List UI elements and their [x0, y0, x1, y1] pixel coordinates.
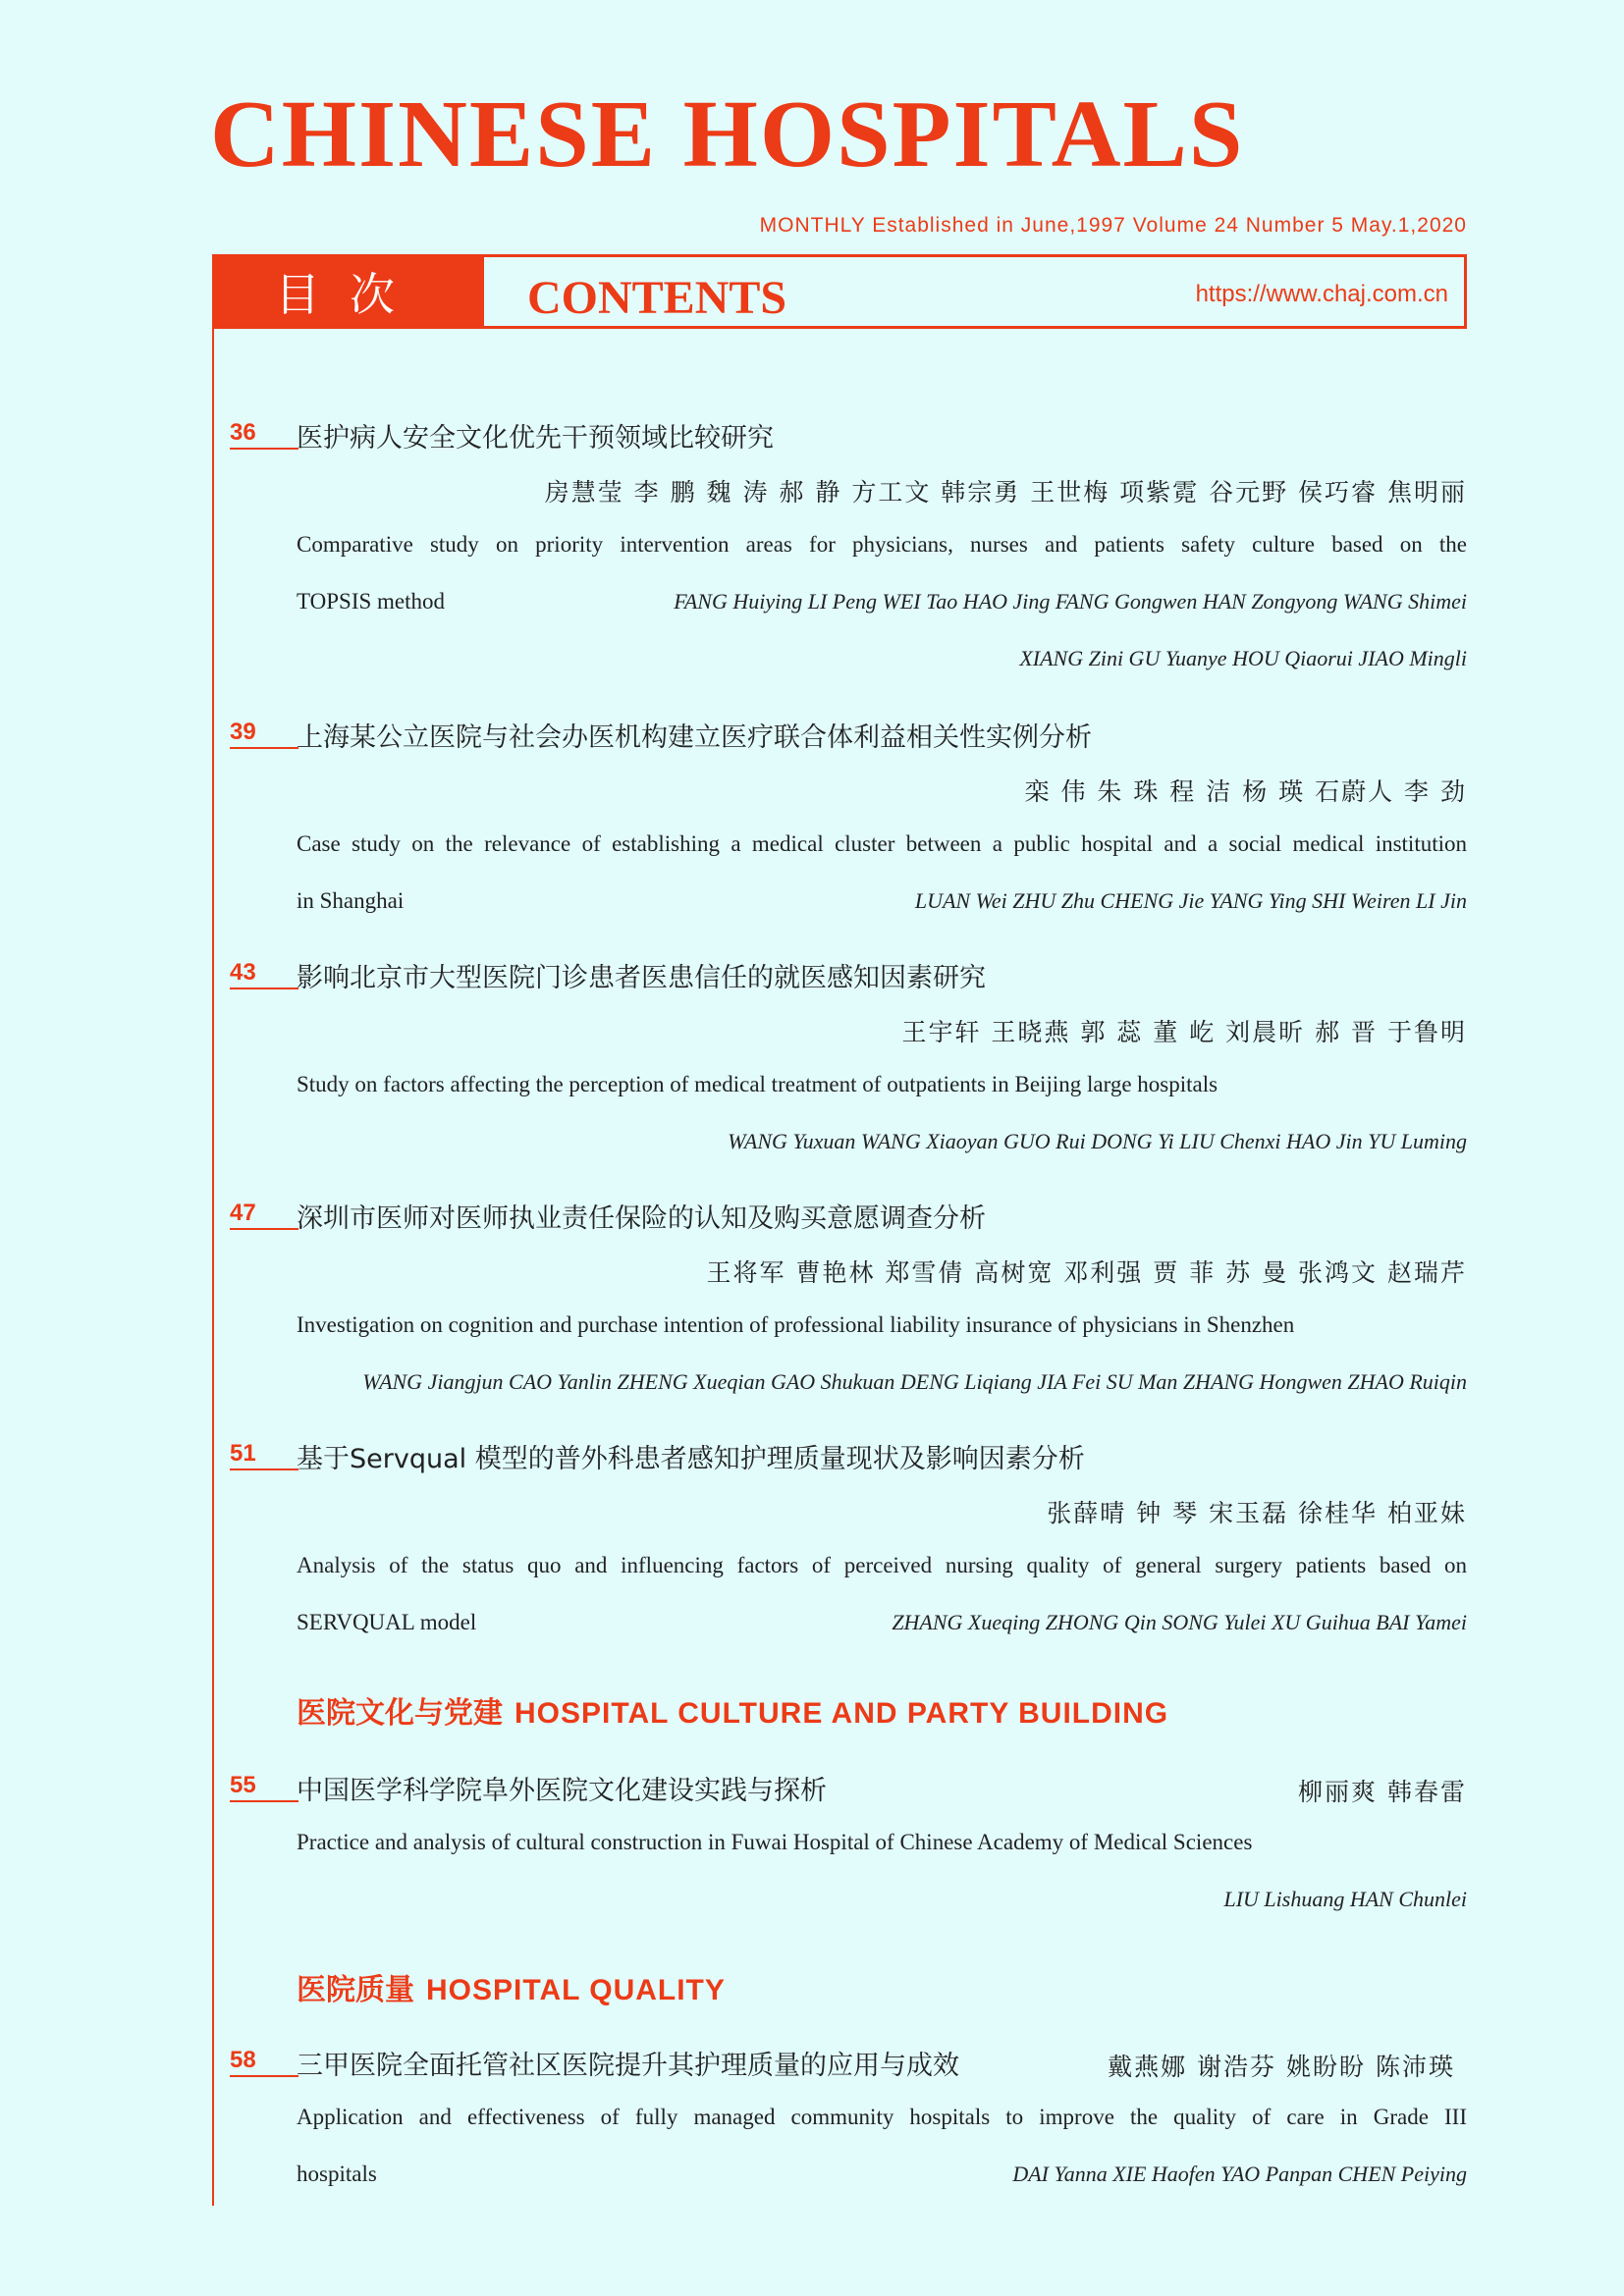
en-authors: WANG Jiangjun CAO Yanlin ZHENG Xueqian GAO Shukuan DENG Liqiang JIA Fei SU Man ZHANG Hongwen ZHAO Ruiqin — [362, 1369, 1467, 1394]
en-authors-continued: XIANG Zini GU Yuanye HOU Qiaorui JIAO Mingli — [1019, 646, 1467, 670]
page-number[interactable]: 43 — [230, 960, 298, 989]
page-number[interactable]: 55 — [230, 1773, 298, 1802]
issue-info: MONTHLY Established in June,1997 Volume 24 Number 5 May.1,2020 — [759, 214, 1467, 237]
en-authors: DAI Yanna XIE Haofen YAO Panpan CHEN Peiying — [1012, 2162, 1467, 2186]
zh-title[interactable]: 深圳市医师对医师执业责任保险的认知及购买意愿调查分析 — [297, 1203, 986, 1234]
en-title: Analysis of the status quo and influencing factors of perceived nursing quality of general surgery patients based on — [297, 1553, 1467, 1577]
section-en-title: HOSPITAL QUALITY — [426, 1974, 726, 2006]
section-zh-title: 医院质量 — [297, 1973, 414, 2007]
page-number[interactable]: 47 — [230, 1201, 298, 1230]
zh-authors: 王将军 曹艳林 郑雪倩 高树宽 邓利强 贾 菲 苏 曼 张鸿文 赵瑞芹 — [706, 1258, 1467, 1287]
page-number[interactable]: 51 — [230, 1441, 298, 1470]
journal-url[interactable]: https://www.chaj.com.cn — [1195, 281, 1448, 307]
page-number[interactable]: 39 — [230, 720, 298, 749]
section-heading-quality — [297, 1965, 726, 2008]
section-zh-title: 医院文化与党建 — [297, 1696, 503, 1731]
zh-authors: 房慧莹 李 鹏 魏 涛 郝 静 方工文 韩宗勇 王世梅 项紫霓 谷元野 侯巧睿 焦明丽 — [544, 478, 1467, 507]
en-title-continued: TOPSIS method — [297, 589, 446, 614]
en-authors: LUAN Wei ZHU Zhu CHENG Jie YANG Ying SHI Weiren LI Jin — [914, 888, 1467, 913]
contents-zh-label: 目次 — [215, 257, 484, 326]
zh-title[interactable]: 三甲医院全面托管社区医院提升其护理质量的应用与成效 — [297, 2051, 959, 2081]
zh-authors: 王宇轩 王晓燕 郭 蕊 董 屹 刘晨昕 郝 晋 于鲁明 — [901, 1018, 1467, 1046]
en-title: Case study on the relevance of establishing a medical cluster between a public hospital and a social medical institution — [297, 831, 1467, 856]
zh-authors: 柳丽爽 韩春雷 — [1298, 1778, 1467, 1806]
zh-title[interactable]: 中国医学科学院阜外医院文化建设实践与探析 — [297, 1776, 827, 1806]
en-title: Comparative study on priority intervention areas for physicians, nurses and patients safety culture based on the — [297, 532, 1467, 557]
zh-authors: 张薛晴 钟 琴 宋玉磊 徐桂华 柏亚妹 — [1047, 1499, 1467, 1527]
en-title-continued: in Shanghai — [297, 888, 405, 913]
zh-title[interactable]: 基于Servqual 模型的普外科患者感知护理质量现状及影响因素分析 — [297, 1444, 1085, 1474]
page-number[interactable]: 58 — [230, 2048, 298, 2077]
zh-title[interactable]: 医护病人安全文化优先干预领域比较研究 — [297, 423, 774, 454]
contents-en-label: CONTENTS — [527, 272, 787, 324]
zh-authors: 戴燕娜 谢浩芬 姚盼盼 陈沛瑛 — [1108, 2053, 1455, 2081]
margin-rule — [212, 329, 214, 2206]
en-title: Application and effectiveness of fully managed community hospitals to improve the quality of care in Grade III — [297, 2105, 1467, 2129]
page-number[interactable]: 36 — [230, 420, 298, 450]
en-authors: ZHANG Xueqing ZHONG Qin SONG Yulei XU Guihua BAI Yamei — [892, 1610, 1467, 1634]
en-title: Study on factors affecting the perception of medical treatment of outpatients in Beijing large hospitals — [297, 1072, 1218, 1096]
en-title-continued: SERVQUAL model — [297, 1610, 477, 1634]
zh-title[interactable]: 上海某公立医院与社会办医机构建立医疗联合体利益相关性实例分析 — [297, 722, 1092, 753]
en-authors: LIU Lishuang HAN Chunlei — [1223, 1887, 1467, 1911]
contents-bar — [212, 254, 1467, 329]
en-title-continued: hospitals — [297, 2162, 377, 2186]
en-title: Investigation on cognition and purchase intention of professional liability insurance of physicians in Shenzhen — [297, 1312, 1295, 1337]
section-heading-culture — [297, 1688, 1168, 1732]
en-title: Practice and analysis of cultural construction in Fuwai Hospital of Chinese Academy of Medical Sciences — [297, 1830, 1253, 1854]
section-en-title: HOSPITAL CULTURE AND PARTY BUILDING — [514, 1697, 1169, 1730]
zh-title[interactable]: 影响北京市大型医院门诊患者医患信任的就医感知因素研究 — [297, 963, 986, 993]
journal-masthead: CHINESE HOSPITALS — [210, 81, 1245, 187]
en-authors: WANG Yuxuan WANG Xiaoyan GUO Rui DONG Yi LIU Chenxi HAO Jin YU Luming — [728, 1129, 1467, 1153]
en-authors: FANG Huiying LI Peng WEI Tao HAO Jing FANG Gongwen HAN Zongyong WANG Shimei — [674, 589, 1467, 614]
zh-authors: 栾 伟 朱 珠 程 洁 杨 瑛 石蔚人 李 劲 — [1024, 777, 1467, 806]
